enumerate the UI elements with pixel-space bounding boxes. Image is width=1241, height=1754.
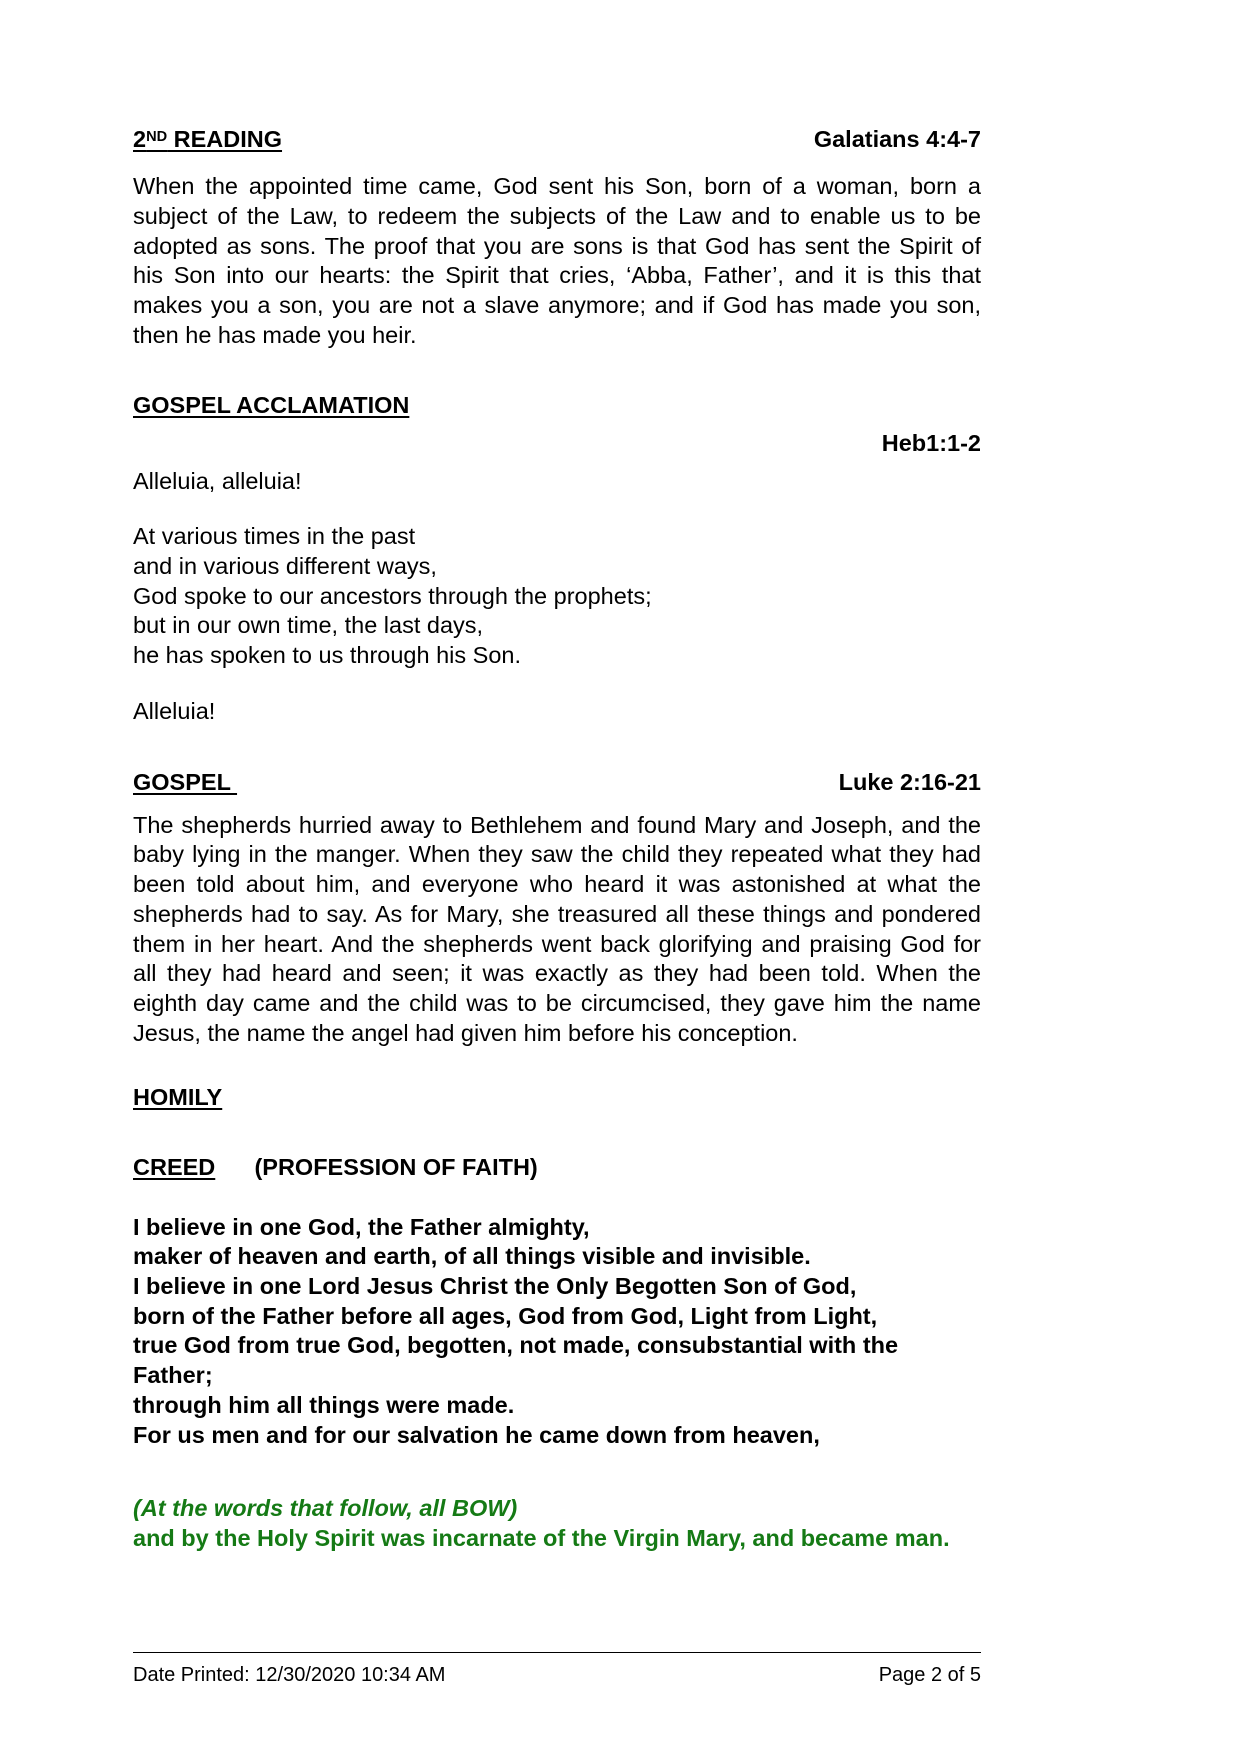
creed-line: through him all things were made.: [133, 1391, 515, 1418]
creed-line: born of the Father before all ages, God from God, Light from Light,: [133, 1302, 878, 1329]
second-reading-body: When the appointed time came, God sent his Son, born of a woman, born a subject of the Law, to redeem the subjects of the Law and to enable us to be adopted as sons. The proof that you are sons is that God has sent the Spirit of his Son into our hearts: the Spirit that cries, ‘Abba, Father’, and it is this that makes you a son, you are not a slave anymore; and if God has made you son, then he has made you heir.: [133, 173, 981, 348]
acclamation-refrain-close: Alleluia!: [133, 697, 216, 724]
spacer: [133, 671, 981, 697]
spacer: [133, 797, 981, 811]
spacer: [133, 496, 981, 522]
creed-line: maker of heaven and earth, of all things visible and invisible.: [133, 1243, 811, 1270]
gospel-body: The shepherds hurried away to Bethlehem and found Mary and Joseph, and the baby lying in the manger. When they saw the child they repeated what they had been told about him, and everyone who heard it was astonished at what the shepherds had to say. As for Mary, she treasured all these things and pondered them in her heart. And the shepherds went back glorifying and praising God for all they had heard and seen; it was exactly as they had been told. When the eighth day came and the child was to be circumcised, they gave him the name Jesus, the name the angel had given him before his conception.: [133, 811, 981, 1046]
spacer: [133, 1183, 981, 1213]
second-reading-ordinal-suffix: ND: [146, 128, 168, 145]
second-reading-heading-number: 2: [133, 126, 147, 152]
homily-heading: HOMILY: [133, 1084, 223, 1111]
spacer: [133, 420, 981, 428]
gospel-reference: Luke 2:16-21: [838, 768, 981, 795]
document-body: [133, 124, 981, 1554]
gospel-heading: GOSPEL: [133, 768, 238, 795]
creed-line: For us men and for our salvation he came down from heaven,: [133, 1421, 820, 1448]
creed-line: I believe in one Lord Jesus Christ the Only Begotten Son of God,: [133, 1273, 857, 1299]
spacer: [133, 1450, 981, 1494]
spacer: [133, 350, 981, 390]
gospel-acclamation-heading-block: [133, 390, 981, 420]
footer-page-number: Page 2 of 5: [878, 1664, 981, 1686]
acclamation-verse-line: and in various different ways,: [133, 552, 437, 579]
document-page: [133, 0, 981, 1754]
acclamation-verse-line: At various times in the past: [133, 523, 416, 550]
creed-heading: CREED: [133, 1154, 216, 1181]
gospel-heading-row: [133, 767, 981, 797]
gospel-acclamation-reference: Heb1:1-2: [881, 430, 981, 457]
footer-row: [133, 1653, 981, 1688]
footer-date-printed: Date Printed: 12/30/2020 10:34 AM: [133, 1664, 446, 1686]
creed-line: I believe in one God, the Father almighty,: [133, 1213, 590, 1240]
spacer: [133, 1048, 981, 1082]
acclamation-refrain-open: Alleluia, alleluia!: [133, 467, 302, 494]
second-reading-reference: Galatians 4:4-7: [813, 126, 981, 152]
second-reading-heading-word: READING: [167, 126, 283, 152]
gospel-acclamation-heading: GOSPEL ACCLAMATION: [133, 392, 410, 419]
acclamation-verse-line: God spoke to our ancestors through the prophets;: [133, 582, 652, 609]
creed-subtitle: [215, 1152, 538, 1182]
second-reading-heading-row: [133, 124, 981, 154]
acclamation-verse-line: but in our own time, the last days,: [133, 612, 484, 639]
homily-heading-block: [133, 1082, 981, 1112]
spacer: [133, 154, 981, 172]
creed-rubric-response: and by the Holy Spirit was incarnate of the Virgin Mary, and became man.: [133, 1525, 950, 1552]
creed-line: true God from true God, begotten, not made, consubstantial with the Father;: [133, 1332, 905, 1389]
creed-subtitle-text: (PROFESSION OF FAITH): [254, 1154, 538, 1181]
acclamation-verse-line: he has spoken to us through his Son.: [133, 642, 522, 669]
spacer: [133, 1112, 981, 1152]
second-reading-heading: [133, 124, 282, 154]
spacer: [133, 727, 981, 767]
creed-rubric-instruction: (At the words that follow, all BOW): [133, 1495, 518, 1522]
creed-heading-block: [133, 1152, 981, 1182]
page-footer: [133, 1652, 981, 1688]
spacer: [133, 459, 981, 467]
